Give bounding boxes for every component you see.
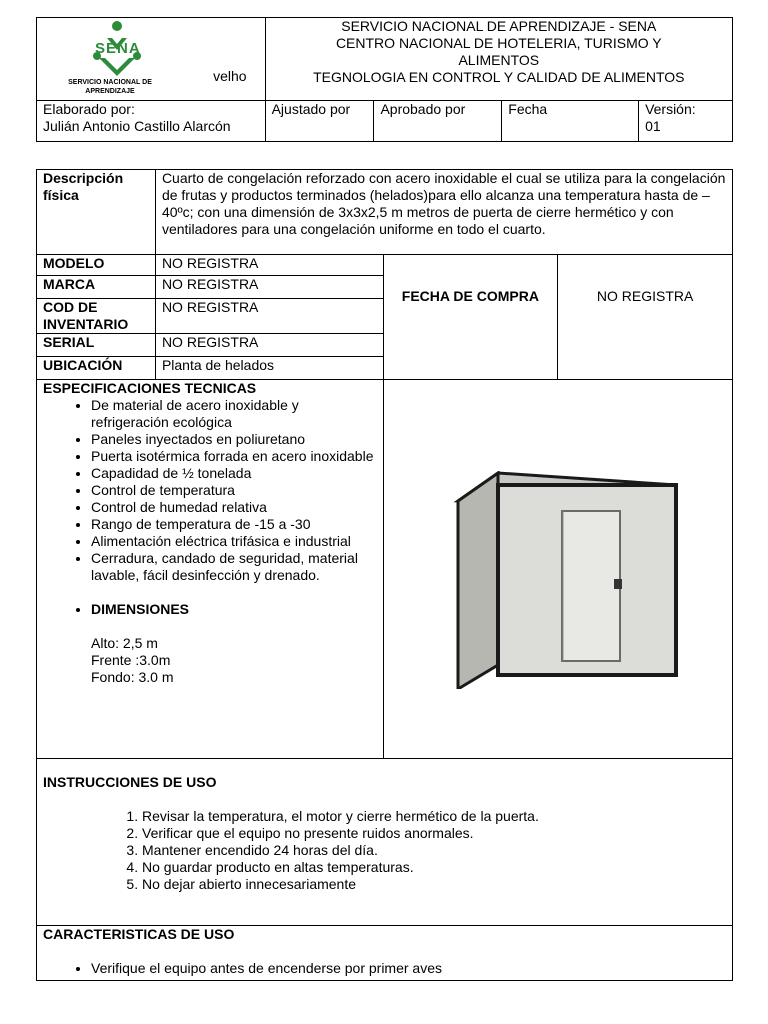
especificaciones-list <box>43 397 377 618</box>
cod-inventario-label: COD DE INVENTARIO <box>37 299 156 334</box>
velho-text: velho <box>213 68 247 84</box>
logo-cell <box>37 18 266 101</box>
descripcion-text: Cuarto de congelación reforzado con acero inoxidable el cual se utiliza para la congelación de frutas y productos terminados (helados)para ello alcanza una temperatura hasta de – 40ºc; con una dimensión de 3x3x2,5 m metros de puerta de cierre hermético y con ventiladores para una congelación uniforme en todo el cuarto. <box>155 170 732 255</box>
header-table <box>36 17 733 142</box>
list-item: • Puerta isotérmica forrada en acero inoxidable <box>91 448 377 465</box>
list-item: • Paneles inyectados en poliuretano <box>91 431 377 448</box>
marca-label: MARCA <box>37 276 156 299</box>
title-line-1: SERVICIO NACIONAL DE APRENDIZAJE - SENA <box>341 18 657 34</box>
logo-subtitle: SERVICIO NACIONAL DE APRENDIZAJE <box>68 79 152 95</box>
instrucciones-title: INSTRUCCIONES DE USO <box>43 774 217 790</box>
version-label: Versión: <box>645 101 696 117</box>
list-item: • Alimentación eléctrica trifásica e industrial <box>91 533 377 550</box>
ubicacion-label: UBICACIÓN <box>37 357 156 380</box>
list-item: 2. Verificar que el equipo no presente ruidos anormales. <box>142 825 726 842</box>
fecha-cell: Fecha <box>502 101 639 142</box>
descripcion-label: Descripción física <box>37 170 156 255</box>
list-item: • Verifique el equipo antes de encenderse por primer aves <box>91 960 726 977</box>
especificaciones-title: ESPECIFICACIONES TECNICAS <box>43 380 257 396</box>
cold-room-photo <box>442 471 678 689</box>
list-item: • Control de temperatura <box>91 482 377 499</box>
title-line-4: TEGNOLOGIA EN CONTROL Y CALIDAD DE ALIMENTOS <box>313 69 685 85</box>
list-item: 4. No guardar producto en altas temperaturas. <box>142 859 726 876</box>
dimensiones-block <box>43 635 377 686</box>
serial-value: NO REGISTRA <box>155 334 383 357</box>
modelo-label: MODELO <box>37 255 156 276</box>
version-value: 01 <box>645 118 661 134</box>
list-item: 1. Revisar la temperatura, el motor y cierre hermético de la puerta. <box>142 808 726 825</box>
elaborado-label: Elaborado por: <box>43 101 135 117</box>
list-item: • De material de acero inoxidable y refrigeración ecológica <box>91 397 377 431</box>
marca-value: NO REGISTRA <box>155 276 383 299</box>
ubicacion-value: Planta de helados <box>155 357 383 380</box>
serial-label: SERIAL <box>37 334 156 357</box>
instrucciones-cell <box>37 759 733 926</box>
dim-fondo: Fondo: 3.0 m <box>91 669 174 685</box>
cod-inventario-value: NO REGISTRA <box>155 299 383 334</box>
caracteristicas-cell <box>37 926 733 981</box>
fecha-compra-value: NO REGISTRA <box>558 255 733 380</box>
title-line-3: ALIMENTOS <box>458 52 540 68</box>
instrucciones-list <box>43 808 726 893</box>
cold-room-door <box>562 511 620 661</box>
list-item: • Capadidad de ½ tonelada <box>91 465 377 482</box>
list-item: • DIMENSIONES <box>91 601 377 618</box>
version-cell <box>639 101 733 142</box>
logo-wordmark: SENA <box>95 40 141 57</box>
list-item: • Control de humedad relativa <box>91 499 377 516</box>
list-item: • Cerradura, candado de seguridad, material lavable, fácil desinfección y drenado. <box>91 550 377 584</box>
caracteristicas-list <box>43 960 726 977</box>
cold-room-side-panel <box>458 473 498 689</box>
ajustado-cell: Ajustado por <box>265 101 374 142</box>
elaborado-cell <box>37 101 266 142</box>
title-line-2: CENTRO NACIONAL DE HOTELERIA, TURISMO Y <box>335 35 662 51</box>
aprobado-cell: Aprobado por <box>374 101 502 142</box>
fecha-compra-label: FECHA DE COMPRA <box>383 255 558 380</box>
elaborado-value: Julián Antonio Castillo Alarcón <box>43 118 231 134</box>
dim-alto: Alto: 2,5 m <box>91 635 158 651</box>
header-title <box>265 18 732 101</box>
list-item: • Rango de temperatura de -15 a -30 <box>91 516 377 533</box>
list-item: 5. No dejar abierto innecesariamente <box>142 876 726 893</box>
list-item: 3. Mantener encendido 24 horas del día. <box>142 842 726 859</box>
door-handle-icon <box>614 579 622 589</box>
modelo-value: NO REGISTRA <box>155 255 383 276</box>
especificaciones-cell <box>37 380 384 759</box>
dim-frente: Frente :3.0m <box>91 652 171 668</box>
caracteristicas-title: CARACTERISTICAS DE USO <box>43 926 235 942</box>
